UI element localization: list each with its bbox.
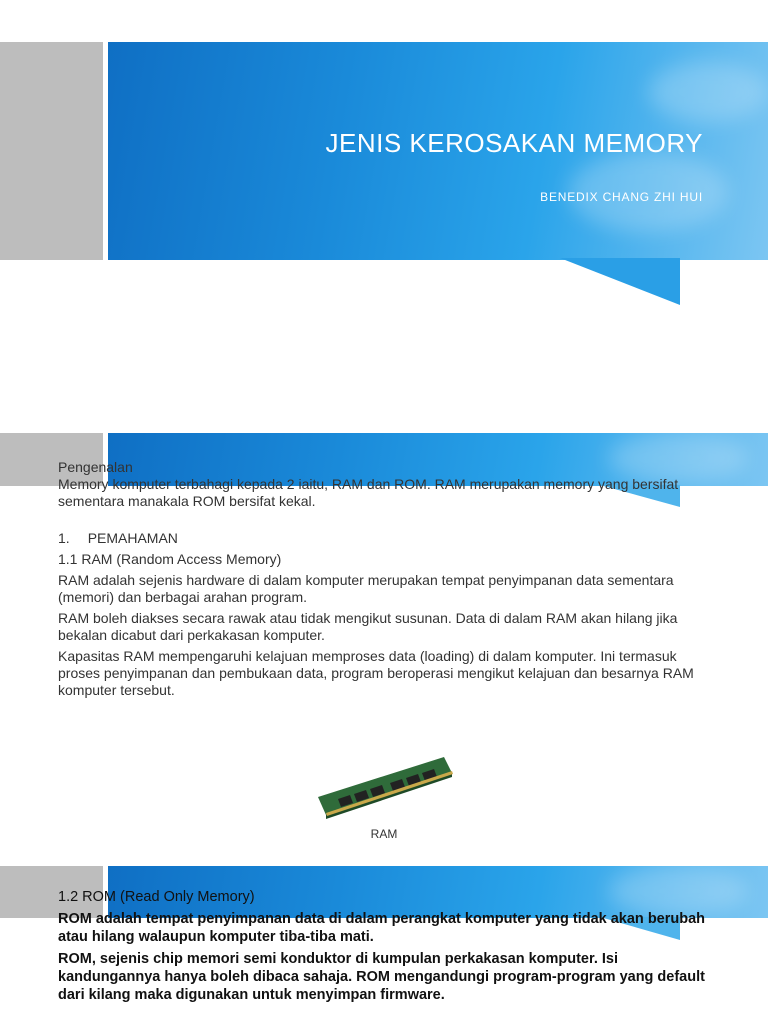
ram-module-image bbox=[316, 755, 456, 825]
subsection-rom: 1.2 ROM (Read Only Memory) bbox=[58, 889, 255, 905]
slide-title: JENIS KEROSAKAN MEMORY bbox=[325, 128, 703, 158]
rom-paragraph-1: ROM adalah tempat penyimpanan data di dalam perangkat komputer yang tidak akan berubah atau hilang walaupun komputer tiba-tiba mati. bbox=[58, 911, 706, 945]
slide-author: BENEDIX CHANG ZHI HUI bbox=[540, 190, 703, 204]
ram-paragraph-1: RAM adalah sejenis hardware di dalam komputer merupakan tempat penyimpanan data sementara (memori) dan berbagai arahan program. bbox=[58, 572, 674, 605]
section-heading bbox=[58, 530, 708, 547]
title-slide bbox=[0, 0, 768, 400]
intro-content bbox=[58, 459, 708, 699]
intro-slide bbox=[0, 433, 768, 848]
rom-slide bbox=[0, 866, 768, 1024]
rom-paragraph-2: ROM, sejenis chip memori semi konduktor di kumpulan perkakasan komputer. Isi kandungannya hanya boleh dibaca sahaja. ROM mengandungi program-program yang default dari kilang maka digunakan untuk menyimpan firmware. bbox=[58, 951, 705, 1003]
ram-caption: RAM bbox=[370, 827, 398, 841]
ram-paragraph-2: RAM boleh diakses secara rawak atau tidak mengikut susunan. Data di dalam RAM akan hilang jika bekalan dicabut dari perkakasan komputer. bbox=[58, 610, 678, 643]
intro-paragraph: Memory komputer terbahagi kepada 2 iaitu, RAM dan ROM. RAM merupakan memory yang bersifat sementara manakala ROM bersifat kekal. bbox=[58, 476, 679, 509]
section-number: 1. bbox=[58, 530, 70, 546]
subsection-ram: 1.1 RAM (Random Access Memory) bbox=[58, 551, 282, 567]
ram-paragraph-3: Kapasitas RAM mempengaruhi kelajuan memproses data (loading) di dalam komputer. Ini termasuk proses penyimpanan dan pembukaan data, program beroperasi mengikut kelajuan dan besarnya RAM komputer tersebut. bbox=[58, 648, 694, 698]
section-title: PEMAHAMAN bbox=[87, 530, 178, 546]
rom-content bbox=[58, 888, 708, 1004]
heading-pengenalan: Pengenalan bbox=[58, 459, 133, 475]
